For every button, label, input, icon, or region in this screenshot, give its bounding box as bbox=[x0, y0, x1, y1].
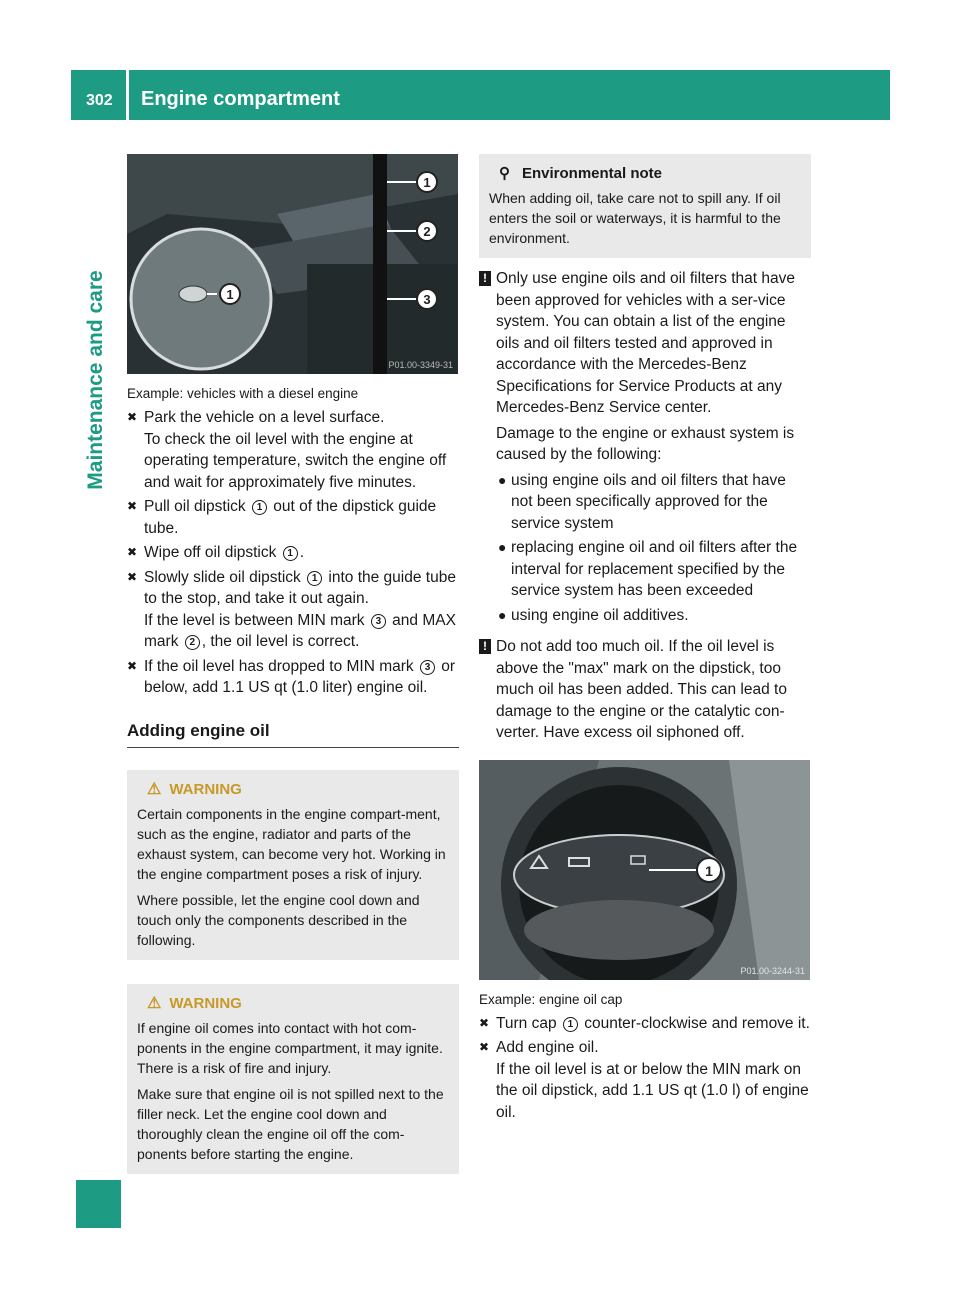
callout-label: 1 bbox=[423, 175, 431, 190]
step-arrow-icon: ✖ bbox=[127, 545, 138, 559]
figure-caption: Example: engine oil cap bbox=[479, 991, 623, 1007]
caution-icon: ! bbox=[479, 271, 491, 286]
warning-box: ⚠ WARNING Certain components in the engine compart-ment, such as the engine, radiator and parts of the exhaust system, can become very hot. Working in the engine compartment poses a risk of injury. Where possible, let the engine cool down and touch only the components described in the following. bbox=[127, 770, 459, 960]
list-item: ✖ Wipe off oil dipstick 1 . bbox=[127, 542, 459, 564]
figure-watermark: P01.00-3349-31 bbox=[388, 360, 453, 370]
step-arrow-icon: ✖ bbox=[127, 499, 138, 513]
list-item: ✖ Pull oil dipstick 1 out of the dipstick guide tube. bbox=[127, 498, 437, 537]
section-side-tab: Maintenance and care bbox=[84, 270, 107, 490]
figure-watermark: P01.00-3244-31 bbox=[740, 965, 805, 976]
caution-note: ! Do not add too much oil. If the oil level is above the "max" mark on the dipstick, too much oil has been added. This can lead to damage to the engine or the catalytic con-verter. Have excess oil siphoned off. bbox=[479, 636, 811, 744]
callout-ref: 1 bbox=[252, 500, 267, 515]
step-arrow-icon: ✖ bbox=[127, 569, 138, 584]
list-item: ✖ Add engine oil. If the oil level is at or below the MIN mark on the oil dipstick, add 1.1 US qt (1.0 l) of engine oil. bbox=[479, 1039, 809, 1121]
callout-label: 3 bbox=[423, 292, 431, 307]
callout-ref: 1 bbox=[283, 546, 298, 561]
callout-ref: 3 bbox=[420, 660, 435, 675]
engine-compartment-illustration bbox=[127, 154, 458, 374]
environment-bulb-icon: ⚲ bbox=[499, 165, 510, 182]
callout-ref: 3 bbox=[371, 614, 386, 629]
callout-label: 1 bbox=[226, 287, 234, 302]
list-item: ● using engine oils and oil filters that have not been specifically approved for the service system bbox=[498, 471, 786, 532]
step-arrow-icon: ✖ bbox=[479, 1040, 490, 1054]
list-item: ✖ Turn cap 1 counter-clockwise and remove it. bbox=[479, 1013, 811, 1035]
list-item: ● replacing engine oil and oil filters after the interval for replacement specified by the service system has been exceeded bbox=[498, 539, 798, 599]
callout-ref: 2 bbox=[185, 635, 200, 650]
step-arrow-icon: ✖ bbox=[127, 410, 138, 424]
bullet-icon: ● bbox=[498, 606, 507, 623]
right-column bbox=[479, 154, 811, 1126]
callout-label: 2 bbox=[423, 224, 431, 239]
list-item: ✖ If the oil level has dropped to MIN mark 3 or below, add 1.1 US qt (1.0 liter) engine oil. bbox=[127, 657, 456, 696]
left-column bbox=[127, 154, 459, 1174]
warning-triangle-icon: ⚠ bbox=[147, 994, 162, 1012]
oil-cap-illustration bbox=[479, 760, 810, 980]
list-item: ✖ Slowly slide oil dipstick 1 into the guide tube to the stop, and take it out again. If the level is between MIN mark 3 and MAX mark 2 , the oil level is correct. bbox=[127, 568, 456, 650]
step-arrow-icon: ✖ bbox=[127, 658, 138, 673]
header-separator bbox=[126, 70, 129, 120]
bullet-icon: ● bbox=[498, 539, 507, 555]
oil-cap-figure bbox=[479, 760, 810, 980]
page-title: Engine compartment bbox=[141, 88, 340, 110]
environmental-note-box: ⚲ Environmental note When adding oil, take care not to spill any. If oil enters the soil or waterways, it is harmful to the environment. bbox=[479, 154, 811, 258]
page-number: 302 bbox=[86, 92, 113, 109]
callout-ref: 1 bbox=[307, 571, 322, 586]
figure-caption: Example: vehicles with a diesel engine bbox=[127, 386, 359, 401]
list-item: ✖ Park the vehicle on a level surface. To check the oil level with the engine at operating temperature, switch the engine off and wait for approximately five minutes. bbox=[127, 409, 447, 491]
warning-box: ⚠ WARNING If engine oil comes into contact with hot com-ponents in the engine compartment, it may ignite. There is a risk of fire and injury. Make sure that engine oil is not spilled next to the filler neck. Let the engine cool down and thoroughly clean the engine oil off the com-ponents before starting the engine. bbox=[127, 984, 459, 1174]
callout-ref: 1 bbox=[563, 1017, 578, 1032]
callout-label: 1 bbox=[705, 862, 713, 879]
warning-triangle-icon: ⚠ bbox=[147, 780, 162, 798]
bullet-icon: ● bbox=[498, 471, 507, 488]
gas-strut bbox=[373, 154, 387, 374]
caution-icon: ! bbox=[479, 639, 491, 654]
step-arrow-icon: ✖ bbox=[479, 1015, 490, 1030]
side-tab-marker bbox=[76, 1180, 121, 1228]
section-heading: Adding engine oil bbox=[127, 721, 459, 748]
caution-note: ! Only use engine oils and oil filters that have been approved for vehicles with a ser-vice system. You can obtain a list of the engine oils and oil filters tested and approved in accordance with the Mercedes-Benz Specifications for Service Products at any Mercedes-Benz Service center. Damage to the engine or exhaust system is caused by the following: ● using engine oils and oil filters that have not been specifically approved for the service system ● replacing engine oil and oil filters after the interval for replacement specified by the service system has been exceeded ● using engine oil additives. bbox=[479, 268, 811, 626]
list-item: ● using engine oil additives. bbox=[496, 605, 811, 627]
engine-compartment-figure bbox=[127, 154, 458, 374]
